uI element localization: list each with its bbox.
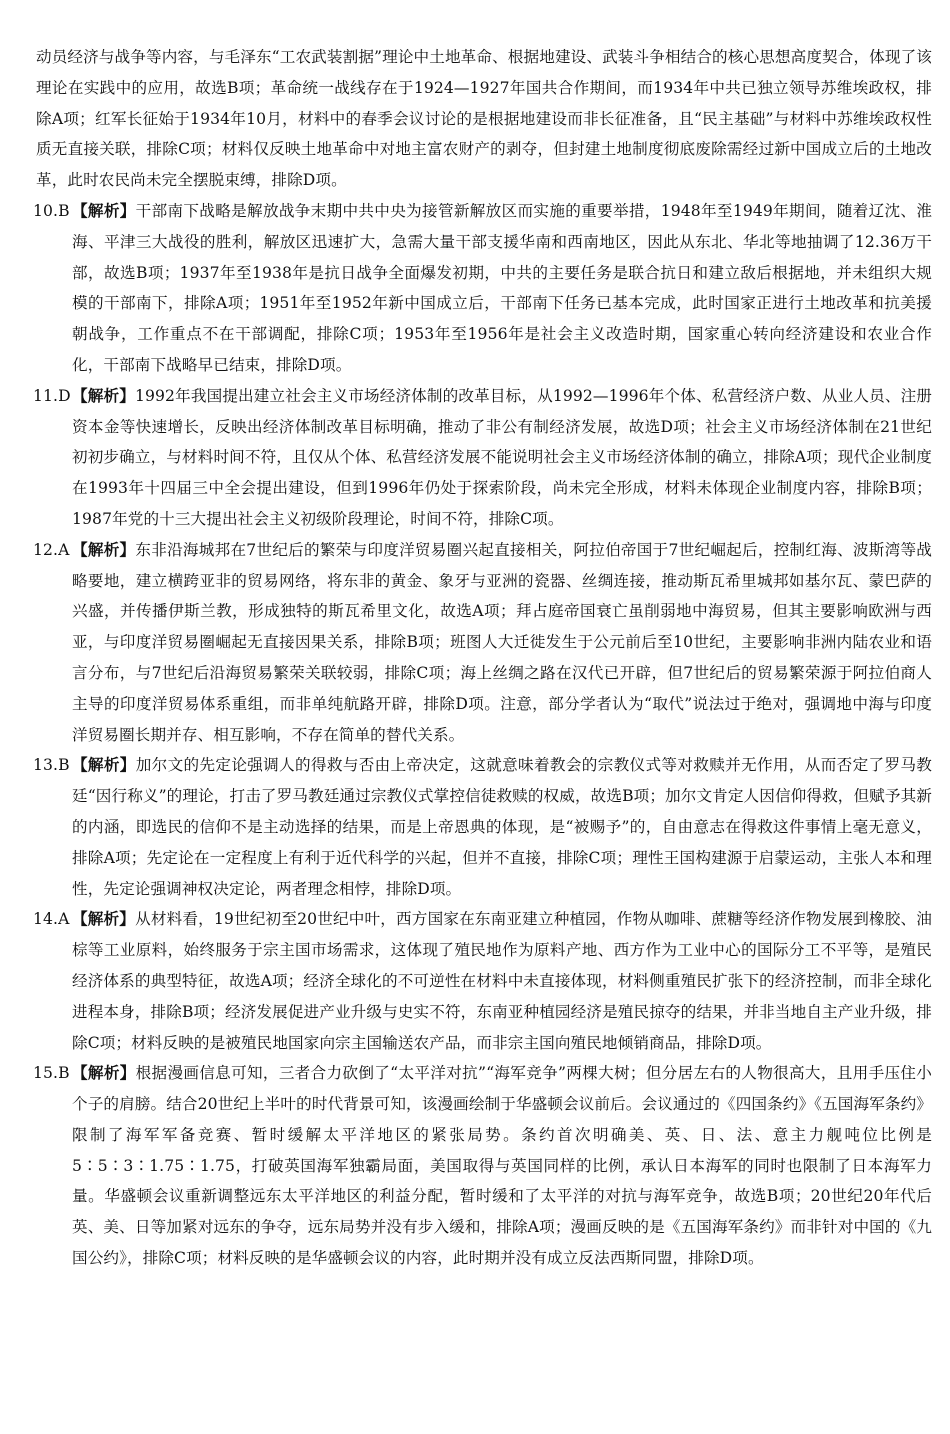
analysis-text: 干部南下战略是解放战争末期中共中央为接管新解放区而实施的重要举措，1948年至1949年期间，随着辽沈、淮海、平津三大战役的胜利，解放区迅速扩大，急需大量干部支援华南和西南地区，因此从东北、华北等地抽调了12.36万干部，故选B项；1937年至1938年是抗日战争全面爆发初期，中共的主要任务是联合抗日和建立敌后根据地，并未组织大规模的干部南下，排除A项；1951年至1952年新中国成立后，干部南下任务已基本完成，此时国家正进行土地改革和抗美援朝战争，工作重点不在干部调配，排除C项；1953年至1956年是社会主义改造时期，国家重心转向经济建设和农业合作化，干部南下战略早已结束，排除D项。 <box>72 201 933 374</box>
analysis-text: 根据漫画信息可知，三者合力砍倒了“太平洋对抗”“海军竞争”两棵大树；但分居左右的人物很高大，且用手压住小个子的肩膀。结合20世纪上半叶的时代背景可知，该漫画绘制于华盛顿会议前后。会议通过的《四国条约》《五国海军条约》限制了海军军备竞赛、暂时缓解太平洋地区的紧张局势。条约首次明确美、英、日、法、意主力舰吨位比例是5∶5∶3∶1.75∶1.75，打破英国海军独霸局面，美国取得与英国同样的比例，承认日本海军的同时也限制了日本海军力量。华盛顿会议重新调整远东太平洋地区的利益分配，暂时缓和了太平洋的对抗与海军竞争，故选B项；20世纪20年代后英、美、日等加紧对远东的争夺，远东局势并没有步入缓和，排除A项；漫画反映的是《五国海军条约》而非针对中国的《九国公约》，排除C项；材料反映的是华盛顿会议的内容，此时期并没有成立反法西斯同盟，排除D项。 <box>72 1064 932 1268</box>
question-number: 10.B <box>33 201 70 220</box>
question-15 <box>33 1058 932 1274</box>
intro-paragraph: 动员经济与战争等内容，与毛泽东“工农武装割据”理论中土地革命、根据地建设、武装斗争相结合的核心思想高度契合，体现了该理论在实践中的应用，故选B项；革命统一战线存在于1924—1927年国共合作期间，而1934年中共已独立领导苏维埃政权，排除A项；红军长征始于1934年10月，材料中的春季会议讨论的是根据地建设而非长征准备，且“民主基础”与材料中苏维埃政权性质无直接关联，排除C项；材料仅反映土地革命中对地主富农财产的剥夺，但封建土地制度彻底废除需经过新中国成立后的土地改革，此时农民尚未完全摆脱束缚，排除D项。 <box>36 48 932 190</box>
question-11 <box>33 381 932 535</box>
analysis-text: 东非沿海城邦在7世纪后的繁荣与印度洋贸易圈兴起直接相关，阿拉伯帝国于7世纪崛起后，控制红海、波斯湾等战略要地，建立横跨亚非的贸易网络，将东非的黄金、象牙与亚洲的瓷器、丝绸连接，推动斯瓦希里城邦如基尔瓦、蒙巴萨的兴盛，并传播伊斯兰教，形成独特的斯瓦希里文化，故选A项；拜占庭帝国衰亡虽削弱地中海贸易，但其主要影响欧洲与西亚，与印度洋贸易圈崛起无直接因果关系，排除B项；班图人大迁徙发生于公元前后至10世纪，主要影响非洲内陆农业和语言分布，与7世纪后沿海贸易繁荣关联较弱，排除C项；海上丝绸之路在汉代已开辟，但7世纪后的贸易繁荣源于阿拉伯商人主导的印度洋贸易体系重组，而非单纯航路开辟，排除D项。注意，部分学者认为“取代”说法过于绝对，强调地中海与印度洋贸易圈长期并存、相互影响，不存在简单的替代关系。 <box>72 540 932 744</box>
analysis-tag: 【解析】 <box>72 755 136 775</box>
analysis-tag: 【解析】 <box>72 539 136 559</box>
page-bottom-edge <box>0 1366 950 1434</box>
analysis-text: 从材料看，19世纪初至20世纪中叶，西方国家在东南亚建立种植园，作物从咖啡、蔗糖等经济作物发展到橡胶、油棕等工业原料，始终服务于宗主国市场需求，这体现了殖民地作为原料产地、西方作为工业中心的国际分工不平等，是殖民经济体系的典型特征，故选A项；经济全球化的不可逆性在材料中未直接体现，材料侧重殖民扩张下的经济控制，而非全球化进程本身，排除B项；经济发展促进产业升级与史实不符，东南亚种植园经济是殖民掠夺的结果，并非当地自主产业升级，排除C项；材料反映的是被殖民地国家向宗主国输送农产品，而非宗主国向殖民地倾销商品，排除D项。 <box>72 910 933 1052</box>
question-number: 15.B <box>33 1064 70 1083</box>
question-number: 12.A <box>33 540 70 559</box>
analysis-tag: 【解析】 <box>72 909 136 929</box>
analysis-text: 1992年我国提出建立社会主义市场经济体制的改革目标，从1992—1996年个体、私营经济户数、从业人员、注册资本金等快速增长，反映出经济体制改革目标明确，推动了非公有制经济发展，故选D项；社会主义市场经济体制在21世纪初初步确立，与材料时间不符，且仅从个体、私营经济发展不能说明社会主义市场经济体制的确立，排除A项；现代企业制度在1993年十四届三中全会提出建设，但到1996年仍处于探索阶段，尚未完全形成，材料未体现企业制度内容，排除B项；1987年党的十三大提出社会主义初级阶段理论，时间不符，排除C项。 <box>72 386 932 528</box>
analysis-tag: 【解析】 <box>72 1063 136 1083</box>
question-13 <box>33 750 932 904</box>
question-10 <box>33 196 933 381</box>
question-number: 13.B <box>33 756 70 775</box>
analysis-text: 加尔文的先定论强调人的得救与否由上帝决定，这就意味着教会的宗教仪式等对救赎并无作用，从而否定了罗马教廷“因行称义”的理论，打击了罗马教廷通过宗教仪式掌控信徒救赎的权威，故选B项；加尔文肯定人因信仰得救，但赋予其新的内涵，即选民的信仰不是主动选择的结果，而是上帝恩典的体现，是“被赐予”的，自由意志在得救这件事情上毫无意义，排除A项；先定论在一定程度上有利于近代科学的兴起，但并不直接，排除C项；理性王国构建源于启蒙运动，主张人本和理性，先定论强调神权决定论，两者理念相悖，排除D项。 <box>72 756 932 898</box>
question-14 <box>33 904 933 1058</box>
question-number: 11.D <box>33 386 71 405</box>
analysis-tag: 【解析】 <box>72 385 135 405</box>
question-12 <box>33 535 932 751</box>
question-number: 14.A <box>33 910 70 929</box>
analysis-tag: 【解析】 <box>72 200 136 220</box>
answer-text <box>33 42 933 1274</box>
